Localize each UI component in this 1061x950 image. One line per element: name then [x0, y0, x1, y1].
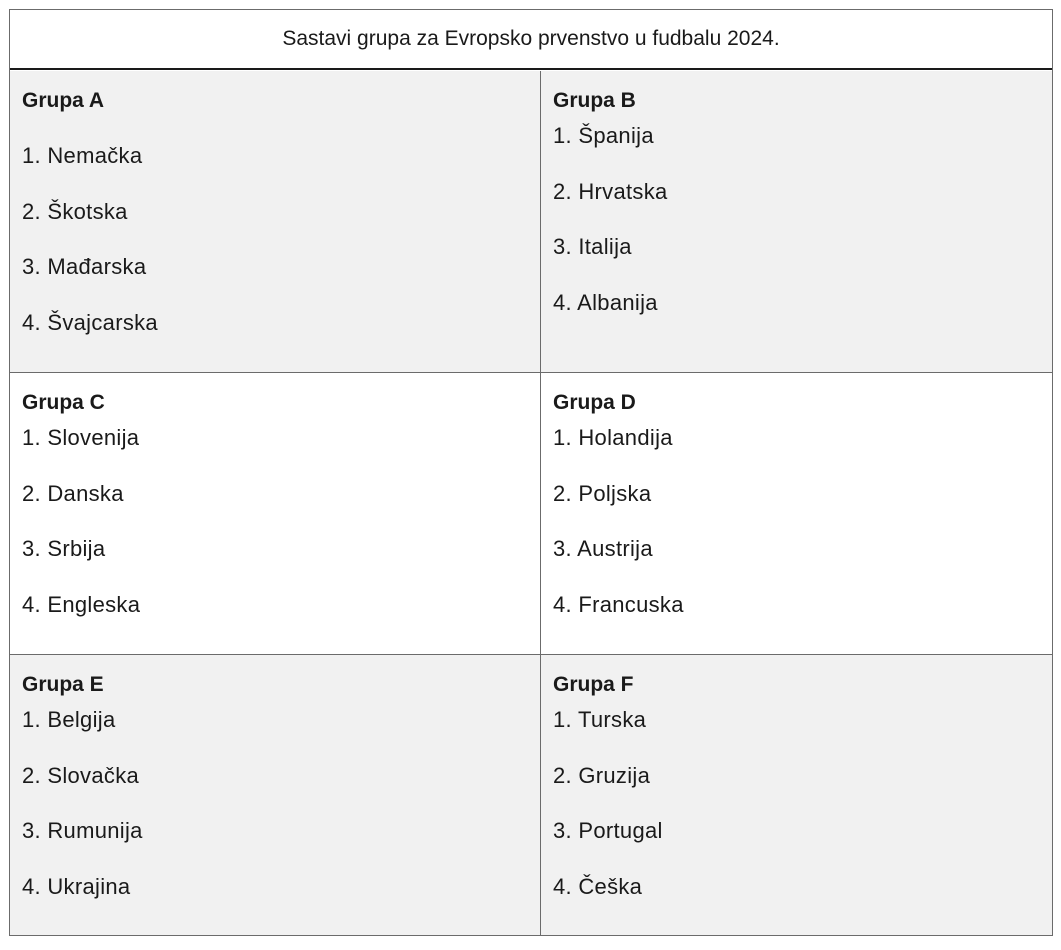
team-item: 3. Austrija: [553, 536, 653, 561]
groups-table: [9, 9, 1053, 936]
group-e-team-list: [22, 707, 540, 900]
group-c-cell: [10, 373, 541, 655]
team-item: 1. Belgija: [22, 707, 116, 732]
team-item: 1. Nemačka: [22, 143, 143, 168]
team-item: 2. Danska: [22, 480, 124, 506]
team-item: 1. Slovenija: [22, 425, 140, 450]
group-c-team-list: [22, 425, 540, 618]
team-item: 2. Poljska: [553, 480, 652, 506]
group-b-team-list: [553, 123, 1052, 316]
team-item: 3. Srbija: [22, 536, 106, 561]
team-item: 3. Rumunija: [22, 818, 143, 843]
team-item: 3. Mađarska: [22, 254, 147, 279]
group-d-cell: [541, 373, 1052, 655]
team-item: 1. Turska: [553, 707, 647, 732]
team-item: 2. Slovačka: [22, 762, 140, 788]
team-item: 4. Ukrajina: [22, 873, 131, 899]
group-b-cell: [541, 71, 1052, 373]
team-item: 4. Engleska: [22, 591, 141, 617]
team-item: 4. Češka: [553, 873, 643, 899]
group-d-name: Grupa D: [553, 391, 636, 414]
group-f-team-list: [553, 707, 1052, 900]
group-a-team-list: [22, 143, 540, 336]
group-f-name: Grupa F: [553, 673, 634, 696]
group-a-cell: [10, 71, 541, 373]
team-item: 2. Škotska: [22, 198, 128, 224]
group-c-name: Grupa C: [22, 391, 105, 414]
group-d-team-list: [553, 425, 1052, 618]
team-item: 3. Portugal: [553, 818, 663, 843]
team-item: 4. Francuska: [553, 591, 684, 617]
team-item: 2. Gruzija: [553, 762, 651, 788]
team-item: 1. Španija: [553, 123, 654, 148]
team-item: 3. Italija: [553, 234, 632, 259]
team-item: 2. Hrvatska: [553, 178, 668, 204]
group-e-cell: [10, 655, 541, 935]
group-b-name: Grupa B: [553, 89, 636, 112]
team-item: 1. Holandija: [553, 425, 673, 450]
team-item: 4. Švajcarska: [22, 309, 158, 335]
team-item: 4. Albanija: [553, 289, 658, 315]
table-title: Sastavi grupa za Evropsko prvenstvo u fudbalu 2024.: [10, 10, 1052, 70]
group-a-name: Grupa A: [22, 89, 105, 112]
group-e-name: Grupa E: [22, 673, 104, 696]
group-f-cell: [541, 655, 1052, 935]
